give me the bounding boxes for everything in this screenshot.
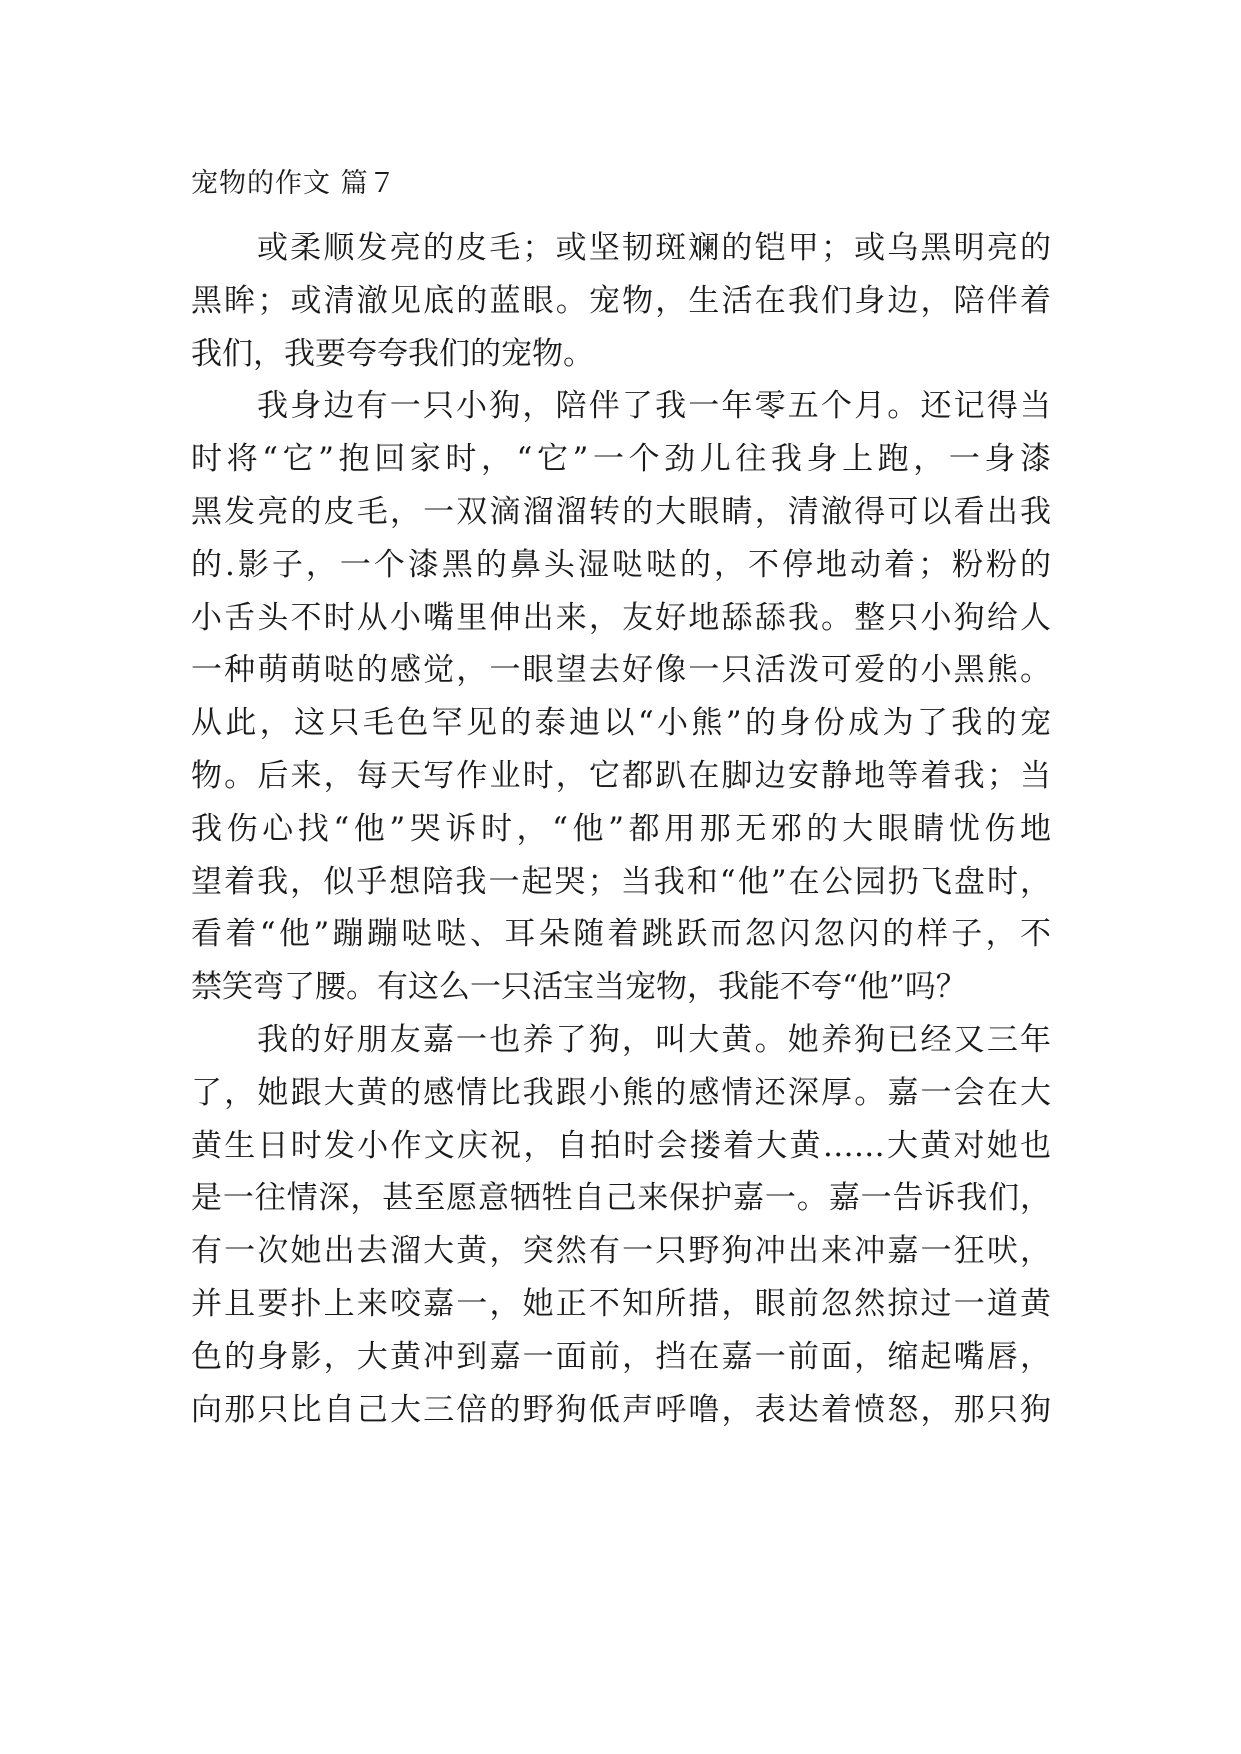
text-line: 一种萌萌哒的感觉，一眼望去好像一只活泼可爱的小黑熊。: [191, 652, 1051, 689]
text-line: 从此，这只毛色罕见的泰迪以“小熊”的身份成为了我的宠: [191, 705, 1051, 742]
text-line: 黑发亮的皮毛，一双滴溜溜转的大眼睛，清澈得可以看出我: [191, 493, 1051, 530]
text-line: 黄生日时发小作文庆祝，自拍时会搂着大黄……大黄对她也: [191, 1127, 1051, 1164]
text-line: 物。后来，每天写作业时，它都趴在脚边安静地等着我；当: [191, 757, 1051, 794]
text-line: 了，她跟大黄的感情比我跟小熊的感情还深厚。嘉一会在大: [191, 1074, 1051, 1111]
text-line: 我的好朋友嘉一也养了狗，叫大黄。她养狗已经又三年: [257, 1021, 1051, 1058]
text-line: 向那只比自己大三倍的野狗低声呼噜，表达着愤怒，那只狗: [191, 1391, 1051, 1428]
text-line: 色的身影，大黄冲到嘉一面前，挡在嘉一前面，缩起嘴唇，: [191, 1338, 1051, 1375]
document-body: [191, 222, 1051, 1436]
text-line: 时将“它”抱回家时，“它”一个劲儿往我身上跑，一身漆: [191, 441, 1051, 478]
text-line: 黑眸；或清澈见底的蓝眼。宠物，生活在我们身边，陪伴着: [191, 282, 1051, 319]
text-line: 并且要扑上来咬嘉一，她正不知所措，眼前忽然掠过一道黄: [191, 1285, 1051, 1322]
text-line: 我伤心找“他”哭诉时，“他”都用那无邪的大眼睛忧伤地: [191, 810, 1051, 847]
text-line: 或柔顺发亮的皮毛；或坚韧斑斓的铠甲；或乌黑明亮的: [257, 230, 1051, 266]
text-line: 小舌头不时从小嘴里伸出来，友好地舔舔我。整只小狗给人: [191, 599, 1051, 636]
text-line: 有一次她出去溜大黄，突然有一只野狗冲出来冲嘉一狂吠，: [191, 1233, 1051, 1270]
text-line: 的.影子，一个漆黑的鼻头湿哒哒的，不停地动着；粉粉的: [191, 546, 1051, 583]
text-line: 望着我，似乎想陪我一起哭；当我和“他”在公园扔飞盘时，: [191, 863, 1051, 900]
document-title: 宠物的作文 篇７: [191, 168, 397, 199]
text-line: 看着“他”蹦蹦哒哒、耳朵随着跳跃而忽闪忽闪的样子，不: [191, 916, 1051, 953]
text-line: 禁笑弯了腰。有这么一只活宝当宠物，我能不夸“他”吗？: [191, 969, 967, 1006]
text-line: 我们，我要夸夸我们的宠物。: [191, 335, 594, 372]
text-line: 是一往情深，甚至愿意牺牲自己来保护嘉一。嘉一告诉我们，: [191, 1180, 1051, 1217]
text-line: 我身边有一只小狗，陪伴了我一年零五个月。还记得当: [257, 388, 1051, 425]
